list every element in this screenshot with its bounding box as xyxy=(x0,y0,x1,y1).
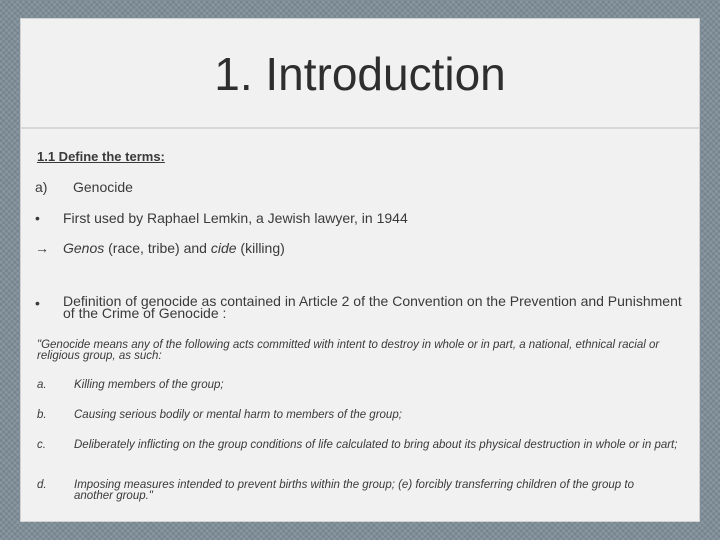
term-marker: a) xyxy=(35,179,48,195)
slide-content xyxy=(21,19,699,521)
definition-text: Definition of genocide as contained in Article 2 of the Convention on the Prevention and Punishment of the Crime of Genocide : xyxy=(63,293,682,321)
etymology-word-genos: Genos xyxy=(63,240,105,256)
arrow-icon: → xyxy=(35,240,49,256)
etymology-text-2: (killing) xyxy=(236,240,285,256)
etymology-word-cide: cide xyxy=(210,240,237,256)
etymology-line xyxy=(63,240,285,256)
bullet-marker: • xyxy=(35,210,40,226)
act-text: Killing members of the group; xyxy=(74,379,224,391)
bullet-text: First used by Raphael Lemkin, a Jewish lawyer, in 1944 xyxy=(63,210,408,226)
section-heading: 1.1 Define the terms: xyxy=(37,149,165,164)
act-text: Causing serious bodily or mental harm to members of the group; xyxy=(74,409,402,421)
act-marker: c. xyxy=(37,439,46,451)
act-text: Imposing measures intended to prevent births within the group; (e) forcibly transferring children of the group to another group." xyxy=(74,479,634,502)
slide xyxy=(20,18,700,522)
act-marker: a. xyxy=(37,379,47,391)
act-text: Deliberately inflicting on the group conditions of life calculated to bring about its physical destruction in whole or in part; xyxy=(74,439,678,451)
bullet-marker: • xyxy=(35,295,40,311)
slide-title: 1. Introduction xyxy=(214,48,506,100)
act-marker: b. xyxy=(37,409,47,421)
act-marker: d. xyxy=(37,479,47,491)
quote-text: "Genocide means any of the following acts committed with intent to destroy in whole or in part, a national, ethnical racial or religious group, as such: xyxy=(37,339,660,362)
term-label: Genocide xyxy=(73,179,133,195)
etymology-text-1: (race, tribe) and xyxy=(104,240,211,256)
